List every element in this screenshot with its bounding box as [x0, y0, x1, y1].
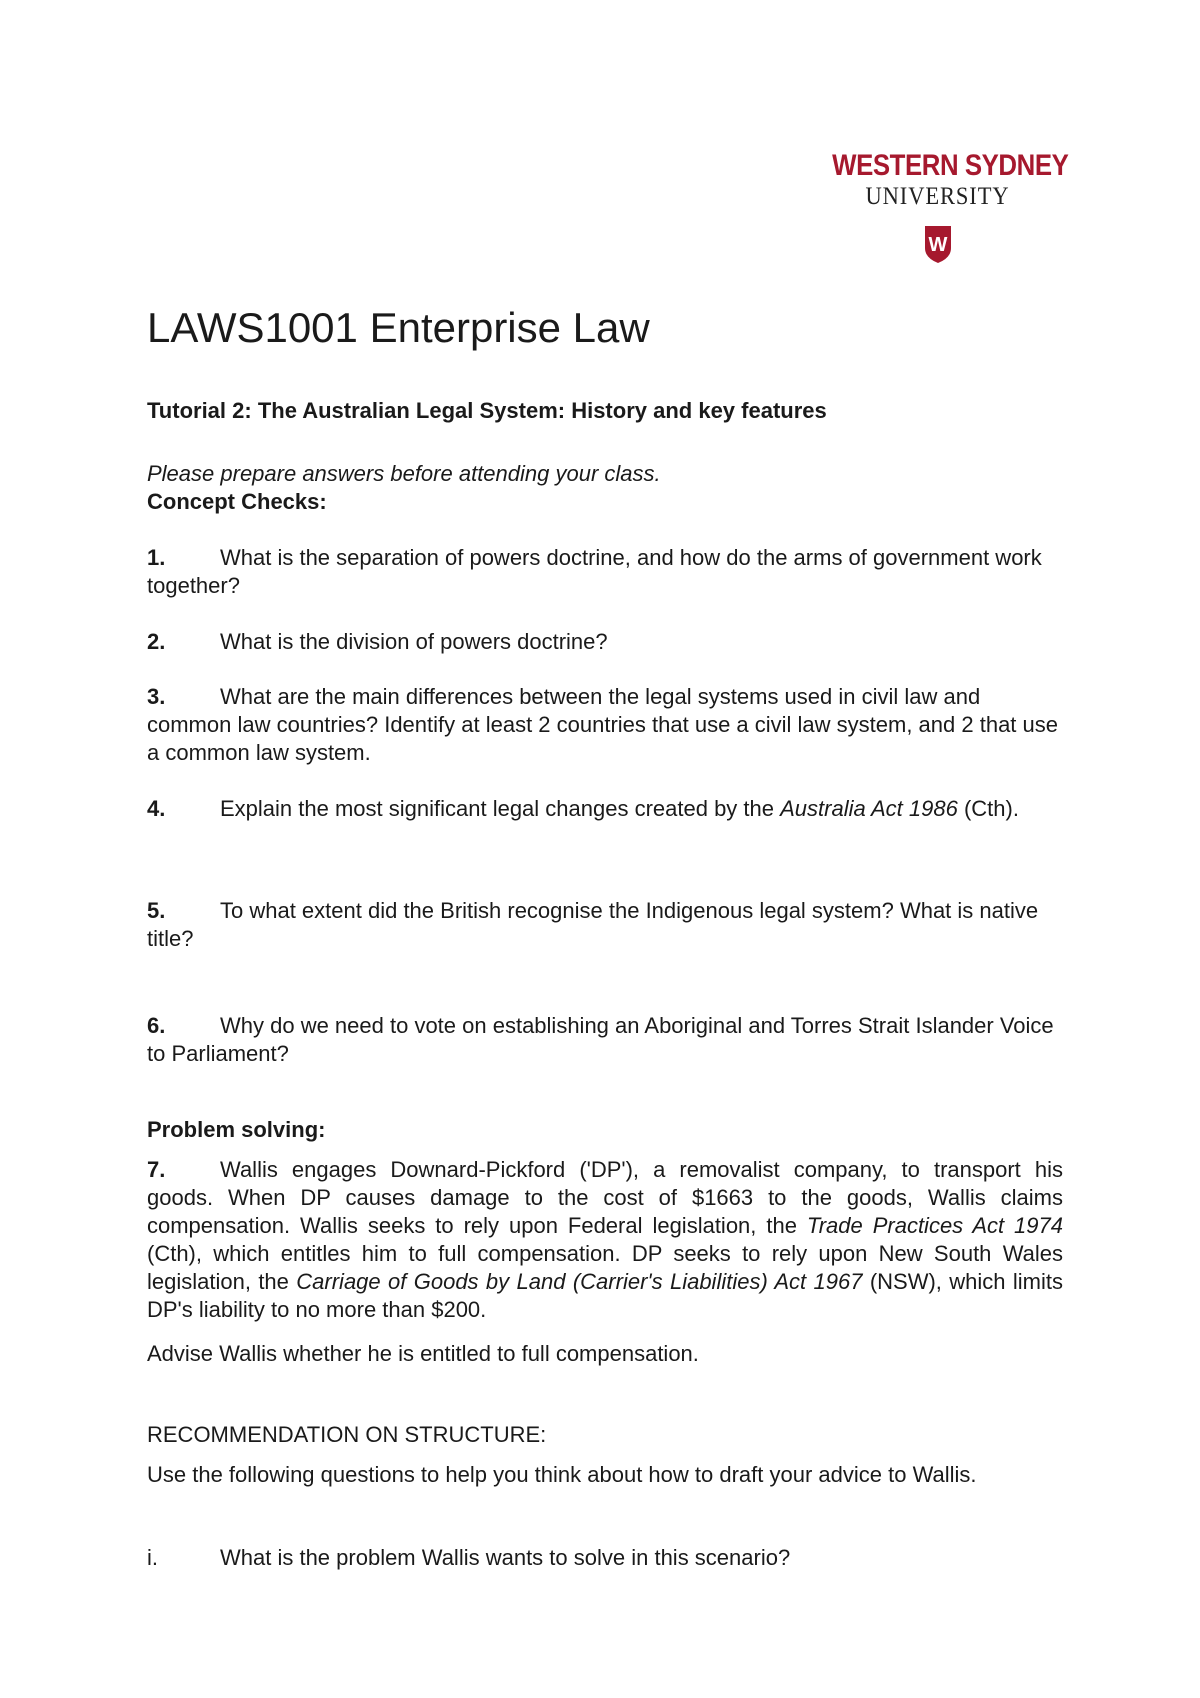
advise-text: Advise Wallis whether he is entitled to full compensation. — [147, 1341, 699, 1366]
crest-letter: W — [928, 234, 947, 256]
question-number: 3. — [147, 684, 166, 709]
question-text: What is the separation of powers doctrine, and how do the arms of government work together? — [147, 545, 1042, 598]
question-3 — [147, 683, 1063, 767]
concept-checks-heading: Concept Checks: — [147, 489, 327, 514]
question-4 — [147, 795, 1063, 823]
question-number: 7. — [147, 1157, 166, 1182]
tutorial-title: Tutorial 2: The Australian Legal System: History and key features — [147, 398, 827, 423]
logo-line-2: UNIVERSITY — [865, 183, 1010, 210]
roman-number: i. — [147, 1545, 158, 1570]
question-text: Explain the most significant legal changes created by the — [220, 796, 781, 821]
question-1 — [147, 544, 1063, 600]
question-number: 2. — [147, 629, 166, 654]
question-text: What are the main differences between the legal systems used in civil law and common law countries? Identify at least 2 countries that use a civil law system, and 2 that use a common law system. — [147, 684, 1059, 765]
act-name: Australia Act 1986 — [780, 796, 958, 821]
crest-icon — [815, 224, 1060, 269]
question-number: 6. — [147, 1013, 166, 1038]
question-text-end: (Cth). — [957, 796, 1019, 821]
question-number: 1. — [147, 545, 166, 570]
question-number: 4. — [147, 796, 166, 821]
question-text: Why do we need to vote on establishing an Aboriginal and Torres Strait Islander Voice to Parliament? — [147, 1013, 1054, 1066]
recommendation-heading: RECOMMENDATION ON STRUCTURE: — [147, 1422, 547, 1447]
page-title: LAWS1001 Enterprise Law — [147, 304, 650, 351]
university-logo — [815, 148, 1069, 278]
recommendation-intro: Use the following questions to help you think about how to draft your advice to Wallis. — [147, 1462, 977, 1487]
question-text: To what extent did the British recognise the Indigenous legal system? What is native title? — [147, 898, 1039, 951]
problem-text-3: (NSW), which limits DP's liability to no more than $200. — [147, 1269, 1064, 1322]
problem-text-2: (Cth), which entitles him to full compensation. DP seeks to rely upon New South Wales legislation, the — [147, 1241, 1063, 1294]
problem-solving-heading: Problem solving: — [147, 1117, 326, 1142]
question-text: What is the division of powers doctrine? — [220, 629, 608, 654]
problem-7 — [147, 1156, 1063, 1324]
act-name-2: Carriage of Goods by Land (Carrier's Liabilities) Act 1967 — [296, 1269, 863, 1294]
act-name-1: Trade Practices Act 1974 — [806, 1213, 1064, 1238]
question-number: 5. — [147, 898, 166, 923]
roman-item-i — [147, 1544, 1063, 1572]
instruction-text: Please prepare answers before attending your class. — [147, 461, 661, 486]
question-5 — [147, 897, 1063, 953]
problem-text-1: Wallis engages Downard-Pickford ('DP'), a removalist company, to transport his goods. When DP causes damage to the cost of $1663 to the goods, Wallis claims compensation. Wallis seeks to rely upon Federal legislation, the — [147, 1157, 1063, 1238]
question-6 — [147, 1012, 1063, 1068]
logo-line-1: WESTERN SYDNEY — [832, 149, 1069, 182]
question-2 — [147, 628, 1063, 656]
roman-text: What is the problem Wallis wants to solve in this scenario? — [220, 1545, 791, 1570]
